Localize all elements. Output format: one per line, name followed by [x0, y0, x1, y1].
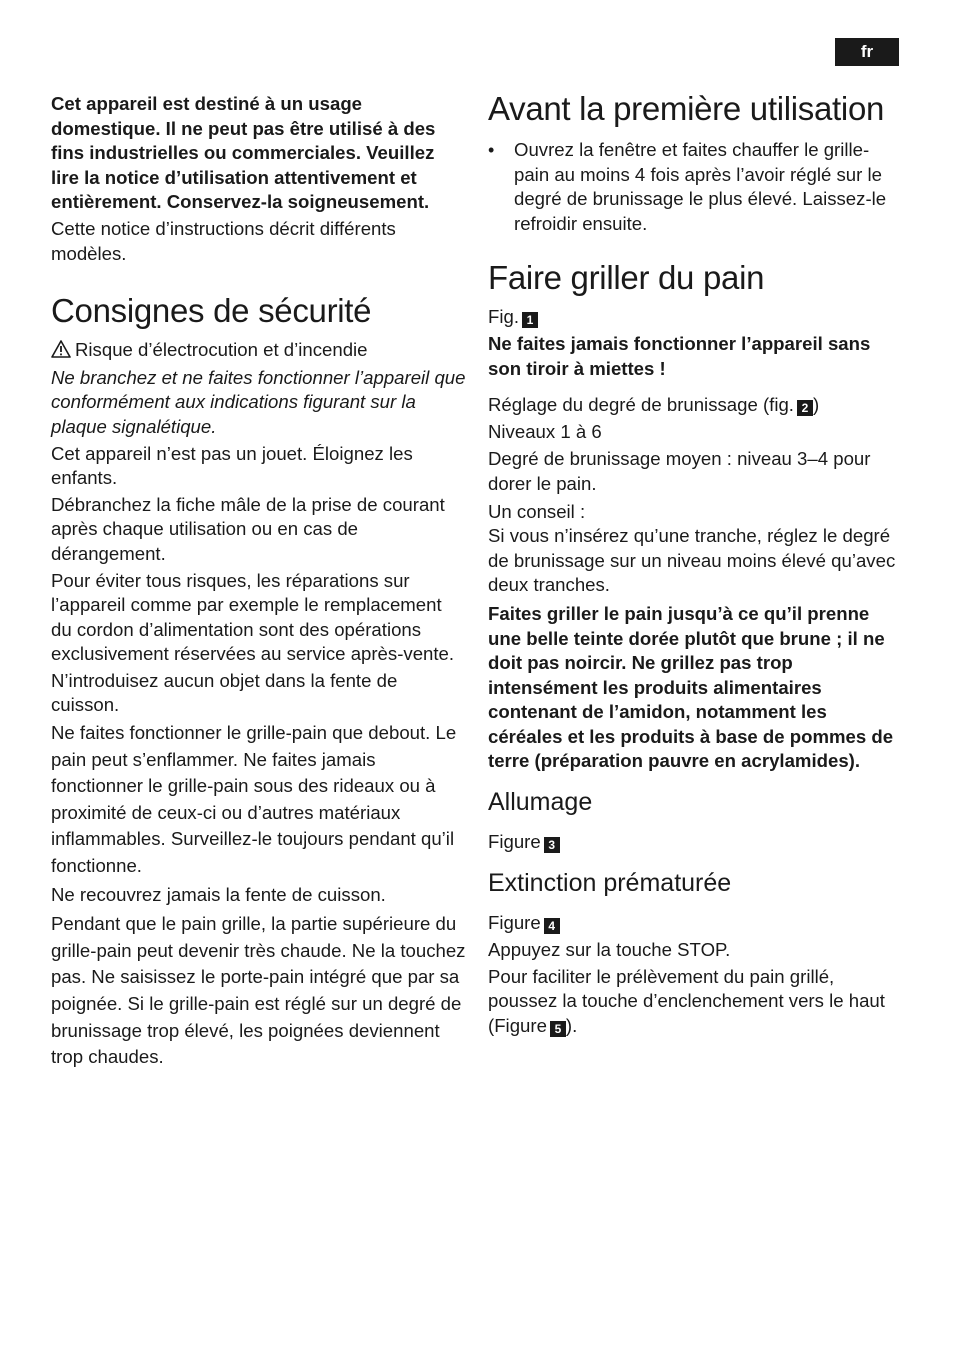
fig1-badge: 1 [522, 312, 538, 328]
risk-heading [51, 338, 466, 363]
before-first-use-bullet [488, 138, 900, 236]
left-column [51, 92, 466, 1071]
risk-title: Risque d’électrocution et d’incendie [75, 339, 368, 361]
bullet-icon: • [488, 140, 495, 160]
language-tab: fr [835, 38, 899, 66]
levels-text: Niveaux 1 à 6 [488, 420, 602, 442]
press-stop-text [488, 938, 900, 963]
safety-paragraph-3: Pour éviter tous risques, les réparations sur l’appareil comme par exemple le remplacement du cordon d’alimentation sont des opérations exclusivement réservées au service après-vente. [51, 569, 455, 665]
extinction-title: Extinction prématurée [488, 868, 732, 897]
safety-paragraph-1: Cet appareil n’est pas un jouet. Éloignez les enfants. [51, 442, 413, 489]
toast-title: Faire griller du pain [488, 259, 765, 297]
safety-paragraph-2: Débranchez la fiche mâle de la prise de courant après chaque utilisation ou en cas de dérangement. [51, 493, 445, 564]
fig2-badge: 2 [797, 400, 813, 416]
safety-paragraph-6: Ne recouvrez jamais la fente de cuisson. [51, 883, 386, 905]
close-paren: ) [812, 394, 820, 416]
safety-paragraph-5: Ne faites fonctionner le grille-pain que debout. Le pain peut s’enflammer. Ne faites jamais fonctionner le grille-pain sous des rideaux ou à proximité de ceux-ci ou d’autres matériaux inflammables. Surveillez-le toujours pendant qu’il fonctionne. [51, 722, 457, 877]
fig4-badge: 4 [544, 918, 560, 934]
bullet-text: Ouvrez la fenêtre et faites chauffer le grille-pain au moins 4 fois après l’avoir réglé sur le degré de brunissage le plus élevé. Laissez-le refroidir ensuite. [514, 139, 887, 234]
figure-label: Figure [488, 831, 541, 853]
press-stop-suffix: . [725, 939, 731, 961]
tip-label: Un conseil : [488, 500, 586, 522]
safety-paragraph-4: N’introduisez aucun objet dans la fente de cuisson. [51, 669, 398, 716]
safety-title: Consignes de sécurité [51, 292, 372, 330]
before-first-use-title: Avant la première utilisation [488, 90, 885, 127]
press-stop-prefix: Appuyez sur la touche [488, 939, 678, 961]
risk-italic-text: Ne branchez et ne faites fonctionner l’appareil que conformément aux indications figurant sur la plaque signalétique. [51, 366, 466, 437]
fig1-ref [488, 305, 900, 330]
warning-icon [51, 340, 71, 358]
allumage-title: Allumage [488, 788, 593, 817]
intro-bold-text: Cet appareil est destiné à un usage domestique. Il ne peut pas être utilisé à des fins industrielles ou commerciales. Veuillez lire la notice d’utilisation attentivement et entièrement. Conservez-la soigneusement. [51, 93, 436, 213]
figure-label: Figure [494, 1015, 547, 1037]
fig-label: Fig. [488, 306, 519, 328]
safety-paragraph-7: Pendant que le pain grille, la partie supérieure du grille-pain peut devenir très chaude. Ne la touchez pas. Ne saisissez le porte-pain intégré que par sa poignée. Si le grille-pain est réglé sur un degré de brunissage trop élevé, les poignées deviennent trop chaudes. [51, 913, 466, 1068]
toast-color-warning: Faites griller le pain jusqu’à ce qu’il prenne une belle teinte dorée plutôt que brune ; il ne doit pas noircir. Ne grillez pas trop intensément les produits alimentaires contenant de l’amidon, notamment les céréales et les produits à base de pommes de terre (préparation pauvre en acrylamides). [488, 602, 894, 772]
remove-toast-body: Pour faciliter le prélèvement du pain grillé, poussez la touche d’enclenchement vers le haut ( [488, 965, 885, 1037]
tip-text: Si vous n’insérez qu’une tranche, réglez le degré de brunissage sur un niveau moins élevé qu’avec deux tranches. [488, 525, 896, 596]
remove-toast-end: ). [565, 1015, 578, 1037]
right-column [488, 92, 900, 1039]
fig3-ref [488, 830, 900, 855]
no-crumb-tray-warning: Ne faites jamais fonctionner l’appareil sans son tiroir à miettes ! [488, 332, 871, 379]
fig3-badge: 3 [544, 837, 560, 853]
intro-text: Cette notice d’instructions décrit différents modèles. [51, 217, 396, 264]
medium-level-text: Degré de brunissage moyen : niveau 3–4 pour dorer le pain. [488, 448, 871, 494]
fig4-ref [488, 911, 900, 936]
remove-toast-text [488, 965, 900, 1039]
figure-label: Figure [488, 911, 541, 933]
browning-setting-label: Réglage du degré de brunissage (fig. [488, 394, 794, 416]
fig5-badge: 5 [550, 1021, 566, 1037]
browning-setting-heading [488, 393, 900, 418]
stop-key-label: STOP [677, 939, 726, 961]
